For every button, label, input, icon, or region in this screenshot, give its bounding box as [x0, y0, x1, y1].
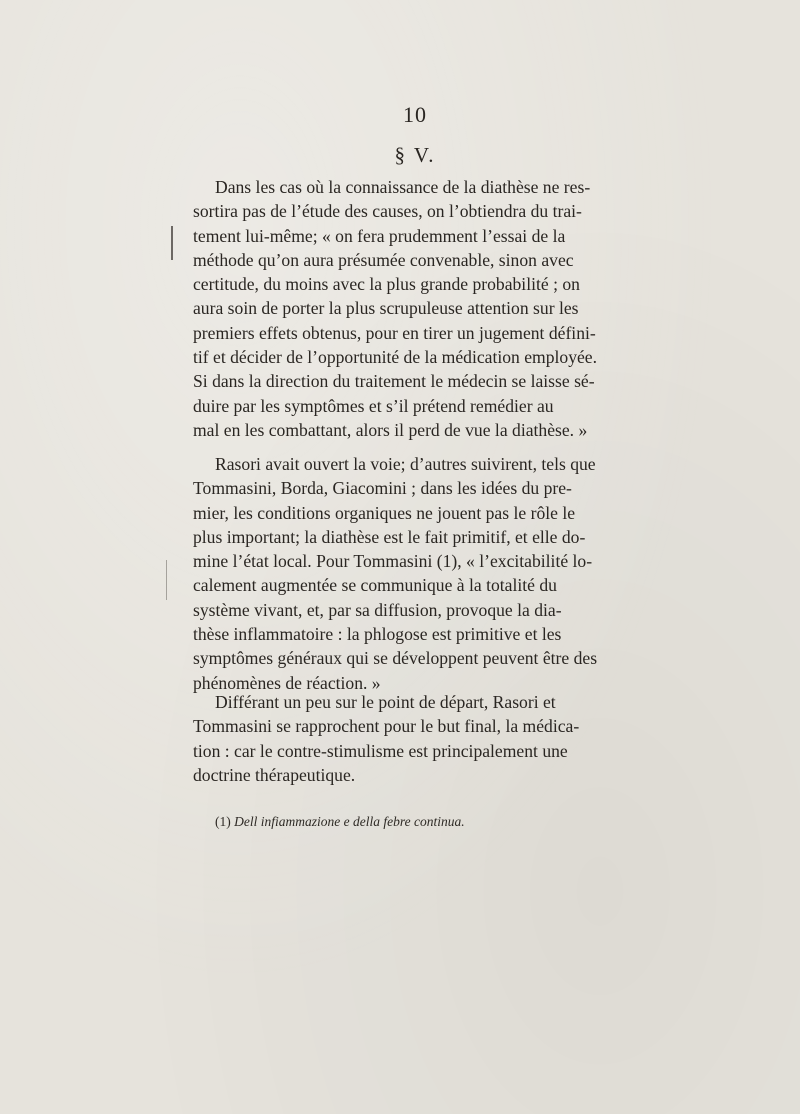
- text-line: phénomènes de réaction. »: [193, 672, 381, 693]
- text-line: tement lui-même; « on fera prudemment l’essai de la: [193, 225, 566, 246]
- paragraph-2: [193, 452, 643, 695]
- text-line: mier, les conditions organiques ne jouent pas le rôle le: [193, 502, 576, 523]
- text-line: tif et décider de l’opportunité de la médication employée.: [193, 347, 598, 368]
- footnote: [215, 814, 465, 830]
- text-line: système vivant, et, par sa diffusion, provoque la dia-: [193, 599, 562, 620]
- text-line: Tommasini, Borda, Giacomini ; dans les idées du pre-: [193, 478, 572, 499]
- text-line: méthode qu’on aura présumée convenable, sinon avec: [193, 249, 574, 270]
- text-line: Si dans la direction du traitement le médecin se laisse sé-: [193, 371, 595, 392]
- margin-faint-stroke: [166, 560, 167, 600]
- text-line: calement augmentée se communique à la totalité du: [193, 575, 557, 596]
- text-line: Différant un peu sur le point de départ, Rasori et: [215, 692, 556, 712]
- text-line: premiers effets obtenus, pour en tirer un jugement défini-: [193, 322, 596, 343]
- footnote-title: Dell infiammazione e della febre continua.: [234, 814, 465, 829]
- page-number: 10: [403, 102, 427, 127]
- text-line: symptômes généraux qui se développent peuvent être des: [193, 648, 598, 669]
- text-line: aura soin de porter la plus scrupuleuse attention sur les: [193, 298, 579, 319]
- text-line: certitude, du moins avec la plus grande probabilité ; on: [193, 274, 580, 295]
- paragraph-3: [193, 690, 643, 787]
- text-line: plus important; la diathèse est le fait primitif, et elle do-: [193, 526, 586, 547]
- paragraph-2-text: [193, 452, 643, 695]
- text-line: tion : car le contre-stimulisme est principalement une: [193, 740, 568, 761]
- text-line: mine l’état local. Pour Tommasini (1), « l’excitabilité lo-: [193, 551, 593, 572]
- text-line: Dans les cas où la connaissance de la diathèse ne res-: [215, 177, 591, 197]
- text-line: doctrine thérapeutique.: [193, 764, 356, 785]
- text-line: duire par les symptômes et s’il prétend remédier au: [193, 395, 554, 416]
- text-line: thèse inflammatoire : la phlogose est primitive et les: [193, 624, 562, 645]
- paragraph-1: [193, 175, 643, 442]
- footnote-marker: (1): [215, 814, 231, 829]
- paragraph-3-text: [193, 690, 643, 787]
- text-line: Rasori avait ouvert la voie; d’autres suivirent, tels que: [215, 454, 596, 474]
- text-line: mal en les combattant, alors il perd de vue la diathèse. »: [193, 419, 588, 440]
- text-line: sortira pas de l’étude des causes, on l’obtiendra du trai-: [193, 201, 582, 222]
- paragraph-1-text: [193, 175, 643, 442]
- text-line: Tommasini se rapprochent pour le but final, la médica-: [193, 716, 580, 737]
- section-heading: § V.: [394, 143, 436, 167]
